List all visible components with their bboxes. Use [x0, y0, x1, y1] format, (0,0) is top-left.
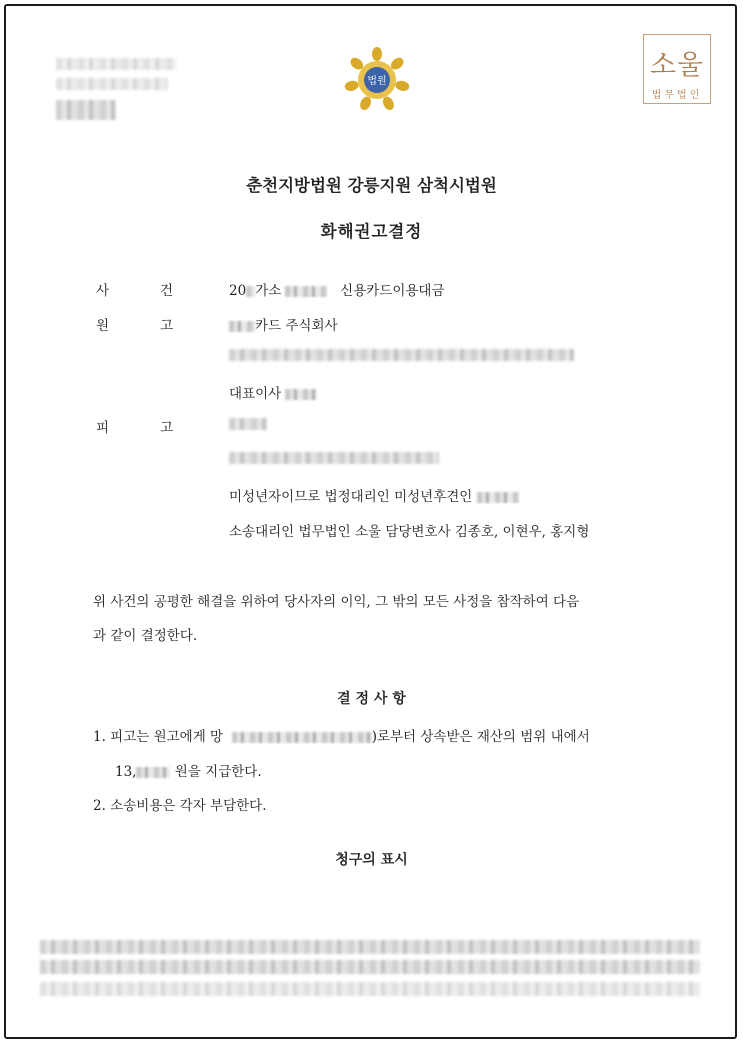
body-line-2: 과 같이 결정한다. [93, 628, 198, 644]
decision-item-1-line-1: 1. 피고는 원고에게 망 )로부터 상속받은 재산의 범위 내에서 [93, 729, 590, 745]
decision-item-2: 2. 소송비용은 각자 부담한다. [93, 798, 267, 814]
court-emblem-icon [343, 46, 411, 114]
court-name: 춘천지방법원 강릉지원 삼척시법원 [246, 176, 497, 195]
redacted-claim-text [40, 982, 700, 996]
case-name: 신용카드이용대금 [340, 283, 445, 299]
law-firm-seal [643, 34, 711, 104]
decision-item-1-line-2: 13, 원을 지급한다. [115, 764, 262, 780]
case-value: 20 가소 신용카드이용대금 [229, 283, 445, 299]
decision-heading: 결 정 사 항 [337, 691, 406, 707]
document-title: 화해권고결정 [320, 222, 423, 241]
plaintiff-name: 카드 주식회사 [229, 314, 338, 334]
body-line-1: 위 사건의 공평한 해결을 위하여 당사자의 이익, 그 밖의 모든 사정을 참작하여 다음 [93, 594, 580, 610]
seal-main-text: 소울 [649, 50, 705, 81]
defendant-guardian-note: 미성년자이므로 법정대리인 미성년후견인 [229, 485, 519, 505]
redacted-defendant-address [229, 452, 439, 464]
redacted-defendant-name [229, 418, 267, 430]
defendant-counsel: 소송대리인 법무법인 소울 담당변호사 김종호, 이현우, 홍지형 [229, 524, 590, 540]
redacted-header-info [56, 58, 176, 70]
plaintiff-representative: 대표이사 [229, 382, 317, 402]
svg-text:법원: 법원 [367, 76, 387, 87]
redacted-header-info [56, 100, 116, 120]
seal-sub-text: 법무법인 [651, 90, 703, 101]
redacted-claim-text [40, 960, 700, 974]
claim-heading: 청구의 표시 [335, 852, 408, 868]
redacted-claim-text [40, 940, 700, 954]
redacted-plaintiff-address [229, 349, 574, 361]
redacted-header-info [56, 78, 168, 90]
